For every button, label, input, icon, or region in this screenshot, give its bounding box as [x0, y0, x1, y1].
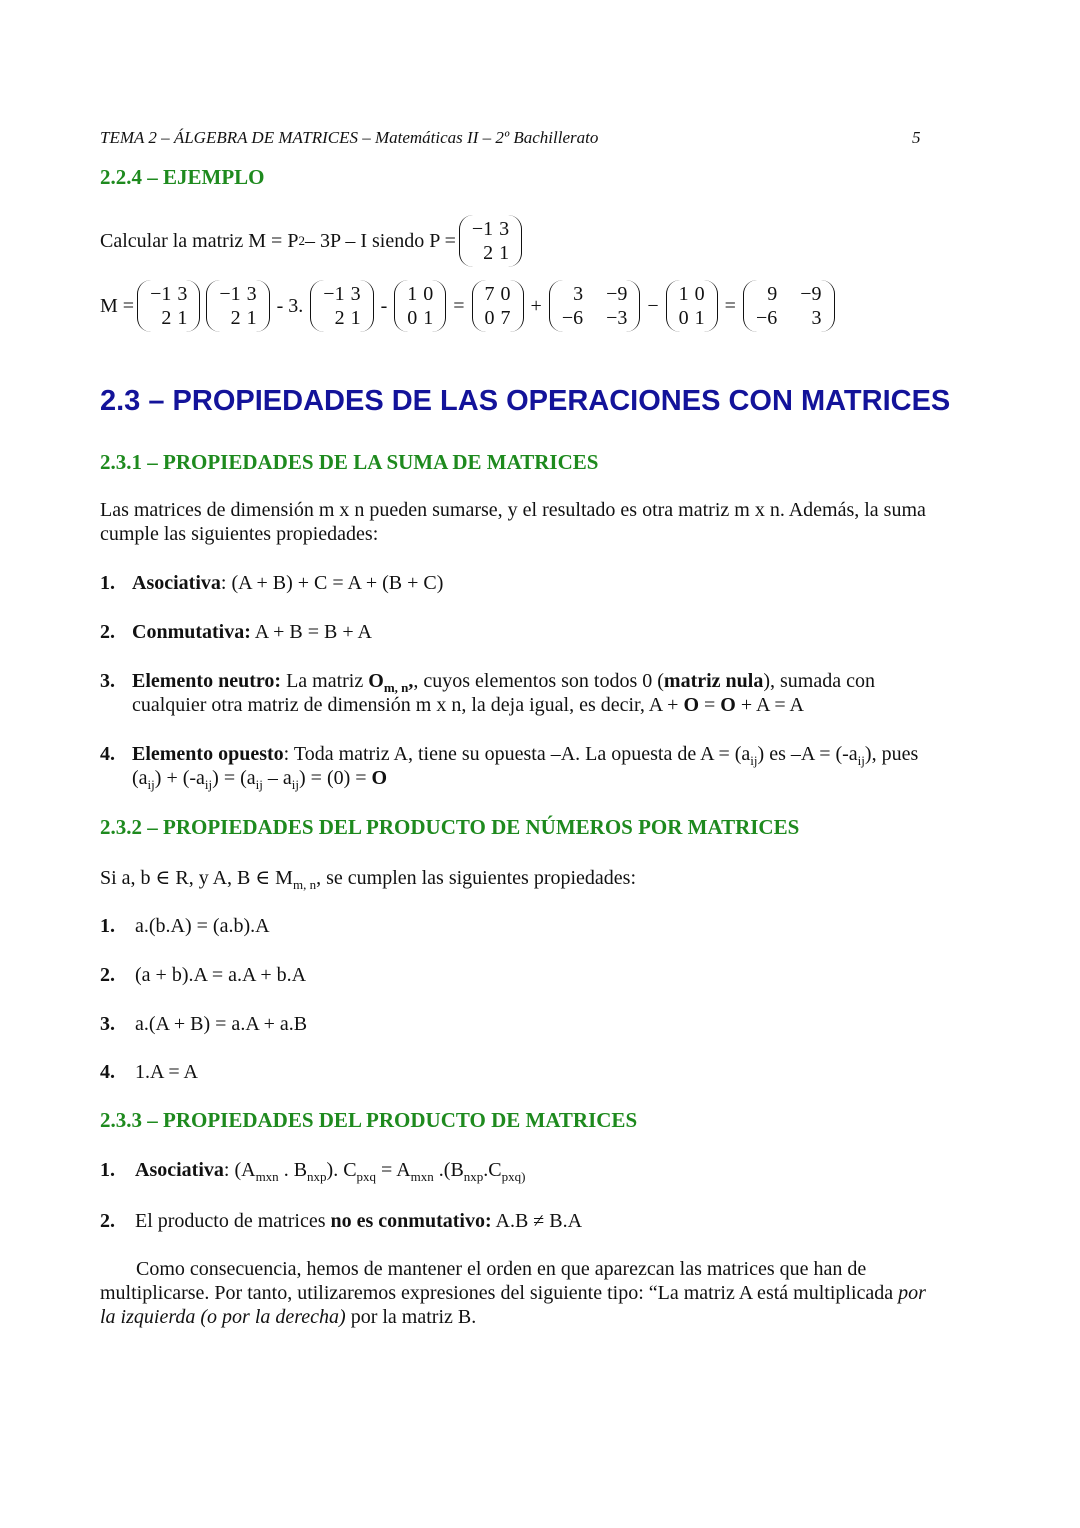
cell: −1 [219, 283, 241, 305]
cell: 0 [694, 283, 705, 305]
prop-text: ) + (-a [154, 767, 205, 789]
page-number: 5 [912, 128, 921, 147]
prop-text: .(B [433, 1159, 464, 1181]
subscript: ij [291, 777, 299, 792]
prop-text: a.(b.A) = (a.b).A [135, 915, 270, 937]
subscript: ij [750, 753, 758, 768]
cell: −6 [561, 307, 584, 329]
cell: 1 [246, 307, 257, 329]
prop-text: , cuyos elementos son todos 0 ( [413, 670, 664, 692]
cell: 1 [678, 283, 689, 305]
equals-sign-2: = [724, 294, 736, 317]
prop-text: + A = A [735, 694, 804, 716]
intro-line-2: cumple las siguientes propiedades: [100, 523, 379, 545]
subscript: m, n [383, 680, 409, 695]
matrix-p-c [310, 280, 373, 332]
sum-prop-3 [100, 669, 1000, 717]
cell: 2 [161, 307, 172, 329]
cell: −9 [800, 283, 822, 305]
section-2-2-4-heading: 2.2.4 – EJEMPLO [100, 165, 265, 189]
prop-text: A + B = B + A [250, 621, 372, 643]
prop-text: ), pues [864, 743, 919, 765]
subscript: ij [857, 753, 865, 768]
product-prop-2 [100, 1209, 582, 1233]
subscript: ij [147, 777, 155, 792]
subscript: m, n [292, 877, 317, 892]
prop-text: a.(A + B) = a.A + a.B [135, 1013, 308, 1035]
subscript: ij [204, 777, 213, 792]
cell: 2 [334, 307, 345, 329]
item-number: 3. [100, 670, 115, 692]
paragraph-line-3 [100, 1305, 1000, 1329]
cell: −3 [606, 307, 628, 329]
cell: 3 [246, 283, 257, 305]
sum-prop-4 [100, 742, 1010, 790]
cell: 0 [500, 283, 511, 305]
prop-text: .C [483, 1159, 502, 1181]
prop-body: Elemento neutro: La matriz $O_{m, n}$,, cuyos elementos son todos 0 (matriz nula), sumada con cualquier otra matriz de dimensión m x n, la deja igual, es decir, A + O = O + A = A [132, 670, 875, 716]
matrix-neg-3p [549, 280, 641, 332]
s232-intro [100, 866, 636, 890]
prop-name: Elemento neutro: [132, 670, 282, 692]
matrix-result [743, 280, 835, 332]
equals-sign: = [453, 294, 465, 317]
prop-text: ) = (0) = [299, 767, 372, 789]
intro-text: , se cumplen las siguientes propiedades: [316, 867, 637, 889]
cell: 3 [350, 283, 361, 305]
scalar-prop-4 [100, 1060, 198, 1084]
matrix-identity-2 [666, 280, 718, 332]
cell: 1 [499, 242, 510, 264]
prop-text: ). C [326, 1159, 357, 1181]
prop-text: (a + b).A = a.A + b.A [135, 964, 307, 986]
intro-text: Si a, b ∈ R, y A, B ∈ M [100, 867, 293, 889]
cell: −1 [150, 283, 172, 305]
consequence-paragraph [100, 1257, 1000, 1329]
prop-text: . B [278, 1159, 308, 1181]
plus-sign: + [530, 294, 542, 317]
subscript: nxp [463, 1169, 484, 1184]
cell: 7 [500, 307, 511, 329]
prop-body [132, 742, 918, 790]
prop-text: 1.A = A [135, 1061, 198, 1083]
prop-text: ) = (a [212, 767, 256, 789]
item-number: 1. [100, 572, 115, 594]
prop-name: Elemento opuesto [132, 743, 284, 765]
cell: 2 [483, 242, 494, 264]
page-header: TEMA 2 – ÁLGEBRA DE MATRICES – Matemáticas II – 2º Bachillerato [100, 128, 599, 147]
item-number: 2. [100, 1210, 115, 1232]
prop-text: ), sumada con [763, 670, 875, 692]
m-label: M = [100, 294, 135, 317]
scalar-prop-1 [100, 914, 270, 938]
matrix-p-b [206, 280, 269, 332]
cell: −9 [606, 283, 628, 305]
item-number: 4. [100, 743, 115, 765]
prop-text: – a [262, 767, 292, 789]
cell: 2 [230, 307, 241, 329]
null-matrix-symbol: O [371, 767, 388, 789]
null-matrix-symbol: O [368, 670, 384, 692]
cell: 3 [811, 307, 822, 329]
bold-term: matriz nula [663, 670, 764, 692]
prop-text: (a [132, 767, 148, 789]
sum-prop-1 [100, 571, 443, 595]
times-three: - 3. [276, 294, 304, 317]
cell: −6 [755, 307, 778, 329]
cell: 3 [573, 283, 584, 305]
section-2-3-2-heading: 2.3.2 – PROPIEDADES DEL PRODUCTO DE NÚMEROS POR MATRICES [100, 815, 800, 839]
paragraph-text: por la matriz B. [345, 1306, 477, 1328]
prop-name: Asociativa [132, 572, 221, 594]
matrix-equation [100, 280, 838, 332]
item-number: 2. [100, 621, 115, 643]
scalar-prop-3 [100, 1012, 307, 1036]
subscript: pxq) [501, 1169, 526, 1184]
cell: 0 [423, 283, 434, 305]
subscript: pxq [356, 1169, 377, 1184]
section-2-3-title: 2.3 – PROPIEDADES DE LAS OPERACIONES CON MATRICES [100, 385, 951, 417]
section-2-3-1-heading: 2.3.1 – PROPIEDADES DE LA SUMA DE MATRICES [100, 450, 599, 474]
item-number: 1. [100, 1159, 115, 1181]
subscript: mxn [410, 1169, 434, 1184]
cell: −1 [471, 218, 494, 240]
matrix-p-squared [472, 280, 524, 332]
cell: 0 [678, 307, 689, 329]
section-2-3-3-heading: 2.3.3 – PROPIEDADES DEL PRODUCTO DE MATRICES [100, 1108, 638, 1132]
scalar-prop-2 [100, 963, 306, 987]
prop-text: A.B ≠ B.A [491, 1210, 583, 1232]
cell: 3 [499, 218, 510, 240]
cell: 7 [484, 283, 495, 305]
prop-text: cualquier otra matriz de dimensión m x n, la deja igual, es decir, A + [132, 694, 684, 716]
subscript: ij [255, 777, 263, 792]
italic-text: por [898, 1282, 926, 1304]
cell: 1 [177, 307, 188, 329]
prop-name: Asociativa [135, 1159, 224, 1181]
product-prop-1 [100, 1158, 525, 1182]
cell: 1 [407, 283, 418, 305]
paragraph-line-1: Como consecuencia, hemos de mantener el orden en que aparezcan las matrices que han de [136, 1258, 867, 1280]
prop-name: Conmutativa: [132, 621, 251, 643]
cell: 1 [694, 307, 705, 329]
paragraph-text: multiplicarse. Por tanto, utilizaremos expresiones del siguiente tipo: “La matriz A está multiplicada [100, 1282, 899, 1304]
intro-line-1: Las matrices de dimensión m x n pueden sumarse, y el resultado es otra matriz m x n. Además, la suma [100, 499, 926, 521]
cell: 1 [350, 307, 361, 329]
statement-text-pre: Calcular la matriz M = P [100, 229, 299, 252]
matrix-identity [394, 280, 446, 332]
cell: 1 [423, 307, 434, 329]
paragraph-line-2 [100, 1281, 1000, 1305]
item-number: 1. [100, 915, 115, 937]
prop-text: = A [376, 1159, 411, 1181]
matrix-p-a [137, 280, 200, 332]
subscript: nxp [307, 1169, 327, 1184]
cell: 3 [177, 283, 188, 305]
minus-sign-2: − [647, 294, 659, 317]
prop-text: : Toda matriz A, tiene su opuesta –A. La opuesta de A = (a [283, 743, 751, 765]
statement-text-post: – 3P – I siendo P = [304, 229, 456, 252]
cell: 0 [407, 307, 418, 329]
item-number: 2. [100, 964, 115, 986]
matrix-p [459, 215, 522, 267]
cell: 9 [767, 283, 778, 305]
null-matrix-symbol: O [683, 694, 699, 716]
subscript: mxn [255, 1169, 279, 1184]
example-statement: Calcular la matriz M = P 2 – 3P – I siendo P = −1 3 2 1 [100, 215, 525, 267]
cell: −1 [323, 283, 345, 305]
sum-prop-2 [100, 620, 372, 644]
s231-intro [100, 498, 990, 546]
item-number: 3. [100, 1013, 115, 1035]
bold-term: no es conmutativo: [330, 1210, 492, 1232]
cell: 0 [484, 307, 495, 329]
minus-sign: - [380, 294, 388, 317]
null-matrix-symbol: O [720, 694, 736, 716]
prop-text: La matriz [281, 670, 369, 692]
prop-text: : (A [223, 1159, 256, 1181]
prop-text: El producto de matrices [135, 1210, 331, 1232]
italic-text: la izquierda (o por la derecha) [100, 1306, 346, 1328]
prop-text: : (A + B) + C = A + (B + C) [220, 572, 444, 594]
item-number: 4. [100, 1061, 115, 1083]
prop-text: ) es –A = (-a [757, 743, 858, 765]
prop-text: = [699, 694, 721, 716]
